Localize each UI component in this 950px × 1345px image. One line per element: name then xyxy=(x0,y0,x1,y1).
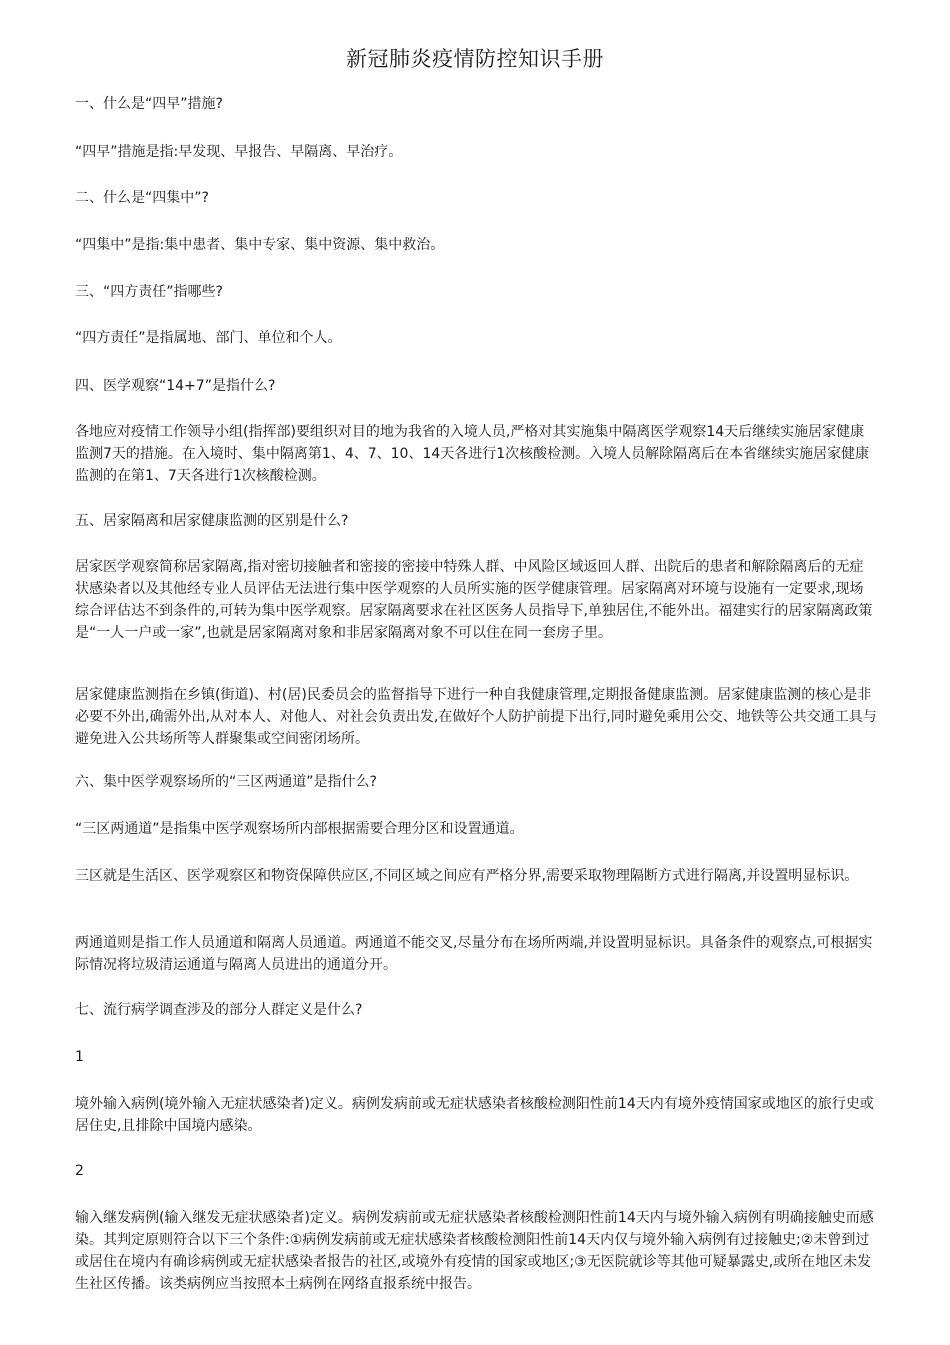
section-5-paragraph-1: 居家医学观察简称居家隔离,指对密切接触者和密接的密接中特殊人群、中风险区域返回人群、出院后的患者和解除隔离后的无症状感染者以及其他经专业人员评估无法进行集中医学观察的人员所实施的医学健康管理。居家隔离对环境与设施有一定要求,现场综合评估达不到条件的,可转为集中医学观察。居家隔离要求在社区医务人员指导下,单独居住,不能外出。福建实行的居家隔离政策是“一人一户或一家”,也就是居家隔离对象和非居家隔离对象不可以住在同一套房子里。 xyxy=(75,559,873,641)
section-1-paragraph-1: “四早”措施是指:早发现、早报告、早隔离、早治疗。 xyxy=(75,144,403,160)
section-7-paragraph-1: 境外输入病例(境外输入无症状感染者)定义。病例发病前或无症状感染者核酸检测阳性前14天内有境外疫情国家或地区的旅行史或居住史,且排除中国境内感染。 xyxy=(75,1096,874,1134)
section-heading-5: 五、居家隔离和居家健康监测的区别是什么? xyxy=(75,513,349,529)
section-7-paragraph-2: 输入继发病例(输入继发无症状感染者)定义。病例发病前或无症状感染者核酸检测阳性前14天内与境外输入病例有明确接触史而感染。其判定原则符合以下三个条件:①病例发病前或无症状感染者核酸检测阳性前14天内仅与境外输入病例有过接触史;②未曾到过或居住在境内有确诊病例或无症状感染者报告的社区,或境外有疫情的国家或地区;③无医院就诊等其他可疑暴露史,或所在地区未发生社区传播。该类病例应当按照本土病例在网络直报系统中报告。 xyxy=(75,1210,874,1292)
section-6-paragraph-3: 两通道则是指工作人员通道和隔离人员通道。两通道不能交叉,尽量分布在场所两端,并设置明显标识。具备条件的观察点,可根据实际情况将垃圾清运通道与隔离人员进出的通道分开。 xyxy=(75,935,873,973)
section-4-paragraph-1: 各地应对疫情工作领导小组(指挥部)要组织对目的地为我省的入境人员,严格对其实施集中隔离医学观察14天后继续实施居家健康监测7天的措施。在入境时、集中隔离第1、4、7、10、14天各进行1次核酸检测。入境人员解除隔离后在本省继续实施居家健康监测的在第1、7天各进行1次核酸检测。 xyxy=(75,424,870,484)
section-3-paragraph-1: “四方责任”是指属地、部门、单位和个人。 xyxy=(75,330,342,346)
section-5-paragraph-2: 居家健康监测指在乡镇(街道)、村(居)民委员会的监督指导下进行一种自我健康管理,定期报备健康监测。居家健康监测的核心是非必要不外出,确需外出,从对本人、对他人、对社会负责出发,在做好个人防护前提下出行,同时避免乘用公交、地铁等公共交通工具与避免进入公共场所等人群聚集或空间密闭场所。 xyxy=(75,687,877,747)
document-title: 新冠肺炎疫情防控知识手册 xyxy=(346,47,604,71)
section-7-item-number-2: 2 xyxy=(75,1163,84,1179)
section-2-paragraph-1: “四集中”是指:集中患者、集中专家、集中资源、集中救治。 xyxy=(75,237,445,253)
section-heading-3: 三、“四方责任”指哪些? xyxy=(75,284,223,300)
section-heading-6: 六、集中医学观察场所的“三区两通道”是指什么? xyxy=(75,774,377,790)
section-heading-2: 二、什么是“四集中”? xyxy=(75,190,209,206)
section-heading-1: 一、什么是“四早”措施? xyxy=(75,96,223,112)
section-heading-4: 四、医学观察“14+7”是指什么? xyxy=(75,378,276,394)
section-heading-7: 七、流行病学调查涉及的部分人群定义是什么? xyxy=(75,1002,363,1018)
section-6-paragraph-1: “三区两通道”是指集中医学观察场所内部根据需要合理分区和设置通道。 xyxy=(75,821,524,837)
section-7-item-number-1: 1 xyxy=(75,1049,84,1065)
section-6-paragraph-2: 三区就是生活区、医学观察区和物资保障供应区,不同区域之间应有严格分界,需要采取物理隔断方式进行隔离,并设置明显标识。 xyxy=(75,868,859,884)
